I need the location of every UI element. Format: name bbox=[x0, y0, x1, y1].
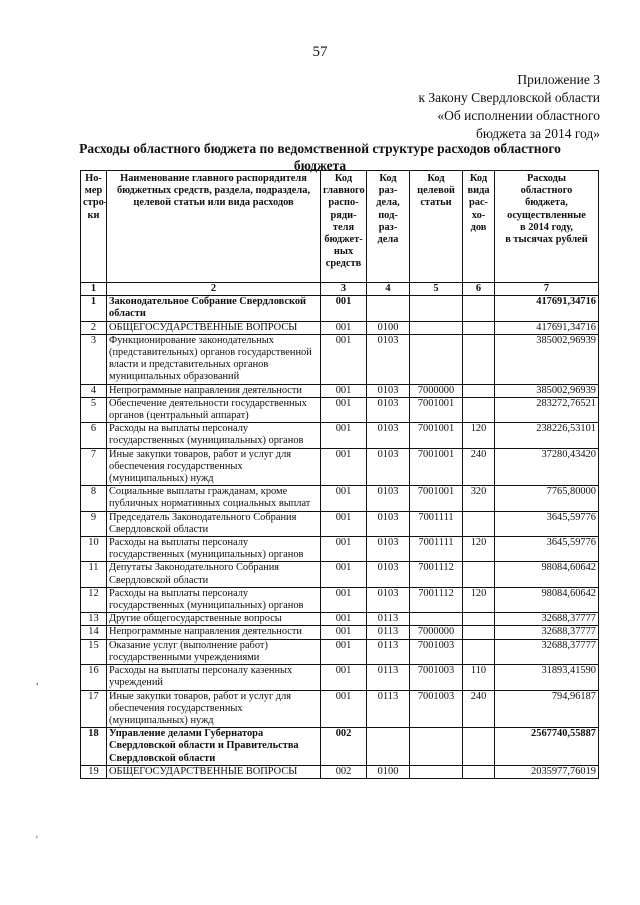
expense-type-cell: 120 bbox=[463, 423, 495, 448]
title-line-2: бюджета bbox=[293, 158, 347, 173]
page-number: 57 bbox=[312, 44, 328, 60]
target-code-cell: 7000000 bbox=[410, 384, 463, 397]
table-row bbox=[81, 423, 599, 448]
expense-type-cell bbox=[463, 384, 495, 397]
row-number-cell: 15 bbox=[81, 639, 107, 664]
amount-cell: 417691,34716 bbox=[495, 296, 599, 321]
table-row bbox=[81, 334, 599, 384]
section-code-cell: 0113 bbox=[367, 613, 410, 626]
expense-type-cell: 240 bbox=[463, 448, 495, 486]
amount-cell: 2567740,55887 bbox=[495, 728, 599, 766]
name-cell: Социальные выплаты гражданам, кроме публичных нормативных социальных выплат bbox=[107, 486, 321, 511]
row-number-cell: 14 bbox=[81, 626, 107, 639]
section-code-cell: 0103 bbox=[367, 397, 410, 422]
main-code-cell: 001 bbox=[321, 296, 367, 321]
target-code-cell: 7001112 bbox=[410, 562, 463, 587]
name-cell: ОБЩЕГОСУДАРСТВЕННЫЕ ВОПРОСЫ bbox=[107, 765, 321, 778]
section-code-cell bbox=[367, 296, 410, 321]
target-code-cell: 7001111 bbox=[410, 511, 463, 536]
main-code-cell: 001 bbox=[321, 448, 367, 486]
expense-type-cell bbox=[463, 296, 495, 321]
section-code-cell: 0113 bbox=[367, 690, 410, 728]
target-code-cell: 7001003 bbox=[410, 665, 463, 690]
row-number-cell: 4 bbox=[81, 384, 107, 397]
row-number-cell: 16 bbox=[81, 665, 107, 690]
name-cell: Расходы на выплаты персоналу государственных (муниципальных) органов bbox=[107, 423, 321, 448]
section-code-cell: 0100 bbox=[367, 765, 410, 778]
expense-type-cell bbox=[463, 765, 495, 778]
table-row bbox=[81, 321, 599, 334]
column-number: 6 bbox=[463, 283, 495, 296]
amount-cell: 3645,59776 bbox=[495, 511, 599, 536]
name-cell: Непрограммные направления деятельности bbox=[107, 384, 321, 397]
main-code-cell: 001 bbox=[321, 486, 367, 511]
budget-table bbox=[80, 170, 599, 779]
appendix-line-4: бюджета за 2014 год» bbox=[476, 126, 600, 141]
main-code-cell: 001 bbox=[321, 690, 367, 728]
main-code-cell: 001 bbox=[321, 665, 367, 690]
target-code-cell bbox=[410, 334, 463, 384]
expense-type-cell: 120 bbox=[463, 537, 495, 562]
amount-cell: 417691,34716 bbox=[495, 321, 599, 334]
section-code-cell: 0103 bbox=[367, 334, 410, 384]
row-number-cell: 5 bbox=[81, 397, 107, 422]
column-number: 4 bbox=[367, 283, 410, 296]
header-row-number: Но- мер стро- ки bbox=[81, 171, 107, 283]
target-code-cell bbox=[410, 728, 463, 766]
appendix-note bbox=[418, 71, 600, 143]
table-row bbox=[81, 613, 599, 626]
main-code-cell: 001 bbox=[321, 587, 367, 612]
target-code-cell: 7001001 bbox=[410, 486, 463, 511]
target-code-cell: 7001112 bbox=[410, 587, 463, 612]
header-name: Наименование главного распорядителя бюджетных средств, раздела, подраздела, целевой статьи или вида расходов bbox=[107, 171, 321, 283]
amount-cell: 32688,37777 bbox=[495, 626, 599, 639]
margin-mark: ' bbox=[36, 835, 38, 846]
amount-cell: 32688,37777 bbox=[495, 613, 599, 626]
target-code-cell: 7001001 bbox=[410, 423, 463, 448]
column-numbers-row bbox=[81, 283, 599, 296]
expense-type-cell bbox=[463, 613, 495, 626]
table-row bbox=[81, 665, 599, 690]
target-code-cell bbox=[410, 321, 463, 334]
expense-type-cell: 110 bbox=[463, 665, 495, 690]
amount-cell: 32688,37777 bbox=[495, 639, 599, 664]
header-main-code: Код главного распо- ряди- теля бюджет- ных средств bbox=[321, 171, 367, 283]
section-code-cell: 0113 bbox=[367, 639, 410, 664]
table-row bbox=[81, 384, 599, 397]
column-number: 7 bbox=[495, 283, 599, 296]
row-number-cell: 13 bbox=[81, 613, 107, 626]
table-row bbox=[81, 296, 599, 321]
section-code-cell: 0103 bbox=[367, 511, 410, 536]
amount-cell: 37280,43420 bbox=[495, 448, 599, 486]
expense-type-cell bbox=[463, 397, 495, 422]
main-code-cell: 001 bbox=[321, 321, 367, 334]
table-row bbox=[81, 486, 599, 511]
target-code-cell: 7001001 bbox=[410, 448, 463, 486]
expense-type-cell bbox=[463, 639, 495, 664]
row-number-cell: 18 bbox=[81, 728, 107, 766]
main-code-cell: 001 bbox=[321, 423, 367, 448]
section-code-cell: 0100 bbox=[367, 321, 410, 334]
table-row bbox=[81, 587, 599, 612]
main-code-cell: 001 bbox=[321, 626, 367, 639]
target-code-cell: 7001111 bbox=[410, 537, 463, 562]
name-cell: Иные закупки товаров, работ и услуг для обеспечения государственных (муниципальных) нужд bbox=[107, 448, 321, 486]
section-code-cell: 0113 bbox=[367, 665, 410, 690]
expense-type-cell bbox=[463, 334, 495, 384]
main-code-cell: 001 bbox=[321, 639, 367, 664]
table-row bbox=[81, 511, 599, 536]
main-code-cell: 001 bbox=[321, 613, 367, 626]
row-number-cell: 6 bbox=[81, 423, 107, 448]
row-number-cell: 17 bbox=[81, 690, 107, 728]
row-number-cell: 8 bbox=[81, 486, 107, 511]
column-number: 3 bbox=[321, 283, 367, 296]
row-number-cell: 1 bbox=[81, 296, 107, 321]
margin-mark: , bbox=[36, 676, 39, 687]
amount-cell: 3645,59776 bbox=[495, 537, 599, 562]
expense-type-cell bbox=[463, 626, 495, 639]
header-section-code: Код раз- дела, под- раз- дела bbox=[367, 171, 410, 283]
amount-cell: 238226,53101 bbox=[495, 423, 599, 448]
main-code-cell: 002 bbox=[321, 728, 367, 766]
amount-cell: 2035977,76019 bbox=[495, 765, 599, 778]
row-number-cell: 3 bbox=[81, 334, 107, 384]
name-cell: Председатель Законодательного Собрания Свердловской области bbox=[107, 511, 321, 536]
section-code-cell: 0103 bbox=[367, 486, 410, 511]
table-row bbox=[81, 397, 599, 422]
target-code-cell bbox=[410, 613, 463, 626]
target-code-cell: 7000000 bbox=[410, 626, 463, 639]
row-number-cell: 2 bbox=[81, 321, 107, 334]
appendix-line-3: «Об исполнении областного bbox=[437, 108, 600, 123]
amount-cell: 794,96187 bbox=[495, 690, 599, 728]
row-number-cell: 9 bbox=[81, 511, 107, 536]
section-code-cell: 0103 bbox=[367, 587, 410, 612]
table-row bbox=[81, 448, 599, 486]
expense-type-cell: 240 bbox=[463, 690, 495, 728]
name-cell: Функционирование законодательных (представительных) органов государственной власти и представительных органов муниципальных образований bbox=[107, 334, 321, 384]
section-code-cell: 0103 bbox=[367, 423, 410, 448]
target-code-cell bbox=[410, 765, 463, 778]
expense-type-cell bbox=[463, 728, 495, 766]
column-number: 1 bbox=[81, 283, 107, 296]
main-code-cell: 001 bbox=[321, 511, 367, 536]
amount-cell: 385002,96939 bbox=[495, 384, 599, 397]
table-row bbox=[81, 765, 599, 778]
main-code-cell: 001 bbox=[321, 537, 367, 562]
amount-cell: 7765,80000 bbox=[495, 486, 599, 511]
section-code-cell: 0103 bbox=[367, 448, 410, 486]
table-row bbox=[81, 537, 599, 562]
table-body bbox=[81, 296, 599, 779]
name-cell: Другие общегосударственные вопросы bbox=[107, 613, 321, 626]
name-cell: Управление делами Губернатора Свердловской области и Правительства Свердловской области bbox=[107, 728, 321, 766]
row-number-cell: 19 bbox=[81, 765, 107, 778]
amount-cell: 31893,41590 bbox=[495, 665, 599, 690]
target-code-cell bbox=[410, 296, 463, 321]
expense-type-cell: 320 bbox=[463, 486, 495, 511]
expense-type-cell bbox=[463, 562, 495, 587]
name-cell: Расходы на выплаты персоналу государственных (муниципальных) органов bbox=[107, 537, 321, 562]
row-number-cell: 10 bbox=[81, 537, 107, 562]
amount-cell: 98084,60642 bbox=[495, 587, 599, 612]
table-row bbox=[81, 690, 599, 728]
amount-cell: 283272,76521 bbox=[495, 397, 599, 422]
amount-cell: 385002,96939 bbox=[495, 334, 599, 384]
row-number-cell: 11 bbox=[81, 562, 107, 587]
table-row bbox=[81, 626, 599, 639]
expense-type-cell bbox=[463, 511, 495, 536]
name-cell: Расходы на выплаты персоналу государственных (муниципальных) органов bbox=[107, 587, 321, 612]
amount-cell: 98084,60642 bbox=[495, 562, 599, 587]
row-number-cell: 7 bbox=[81, 448, 107, 486]
row-number-cell: 12 bbox=[81, 587, 107, 612]
main-code-cell: 002 bbox=[321, 765, 367, 778]
table-row bbox=[81, 728, 599, 766]
expense-type-cell bbox=[463, 321, 495, 334]
target-code-cell: 7001003 bbox=[410, 690, 463, 728]
title-line-1: Расходы областного бюджета по ведомственной структуре расходов областного bbox=[79, 141, 561, 156]
section-code-cell: 0103 bbox=[367, 384, 410, 397]
target-code-cell: 7001003 bbox=[410, 639, 463, 664]
name-cell: Иные закупки товаров, работ и услуг для обеспечения государственных (муниципальных) нужд bbox=[107, 690, 321, 728]
name-cell: ОБЩЕГОСУДАРСТВЕННЫЕ ВОПРОСЫ bbox=[107, 321, 321, 334]
column-number: 2 bbox=[107, 283, 321, 296]
main-code-cell: 001 bbox=[321, 562, 367, 587]
header-expense-type-code: Код вида рас- хо- дов bbox=[463, 171, 495, 283]
name-cell: Оказание услуг (выполнение работ) государственными учреждениями bbox=[107, 639, 321, 664]
main-code-cell: 001 bbox=[321, 397, 367, 422]
name-cell: Обеспечение деятельности государственных органов (центральный аппарат) bbox=[107, 397, 321, 422]
section-code-cell: 0103 bbox=[367, 537, 410, 562]
section-code-cell: 0103 bbox=[367, 562, 410, 587]
section-code-cell bbox=[367, 728, 410, 766]
table-row bbox=[81, 639, 599, 664]
name-cell: Непрограммные направления деятельности bbox=[107, 626, 321, 639]
appendix-line-1: Приложение 3 bbox=[517, 72, 600, 87]
table-row bbox=[81, 562, 599, 587]
main-code-cell: 001 bbox=[321, 384, 367, 397]
target-code-cell: 7001001 bbox=[410, 397, 463, 422]
name-cell: Законодательное Собрание Свердловской области bbox=[107, 296, 321, 321]
appendix-line-2: к Закону Свердловской области bbox=[418, 90, 600, 105]
section-code-cell: 0113 bbox=[367, 626, 410, 639]
main-code-cell: 001 bbox=[321, 334, 367, 384]
header-amount: Расходы областного бюджета, осуществленные в 2014 году, в тысячах рублей bbox=[495, 171, 599, 283]
document-title bbox=[0, 140, 640, 174]
expense-type-cell: 120 bbox=[463, 587, 495, 612]
name-cell: Расходы на выплаты персоналу казенных учреждений bbox=[107, 665, 321, 690]
header-target-code: Код целевой статьи bbox=[410, 171, 463, 283]
column-number: 5 bbox=[410, 283, 463, 296]
header-row bbox=[81, 171, 599, 283]
name-cell: Депутаты Законодательного Собрания Свердловской области bbox=[107, 562, 321, 587]
